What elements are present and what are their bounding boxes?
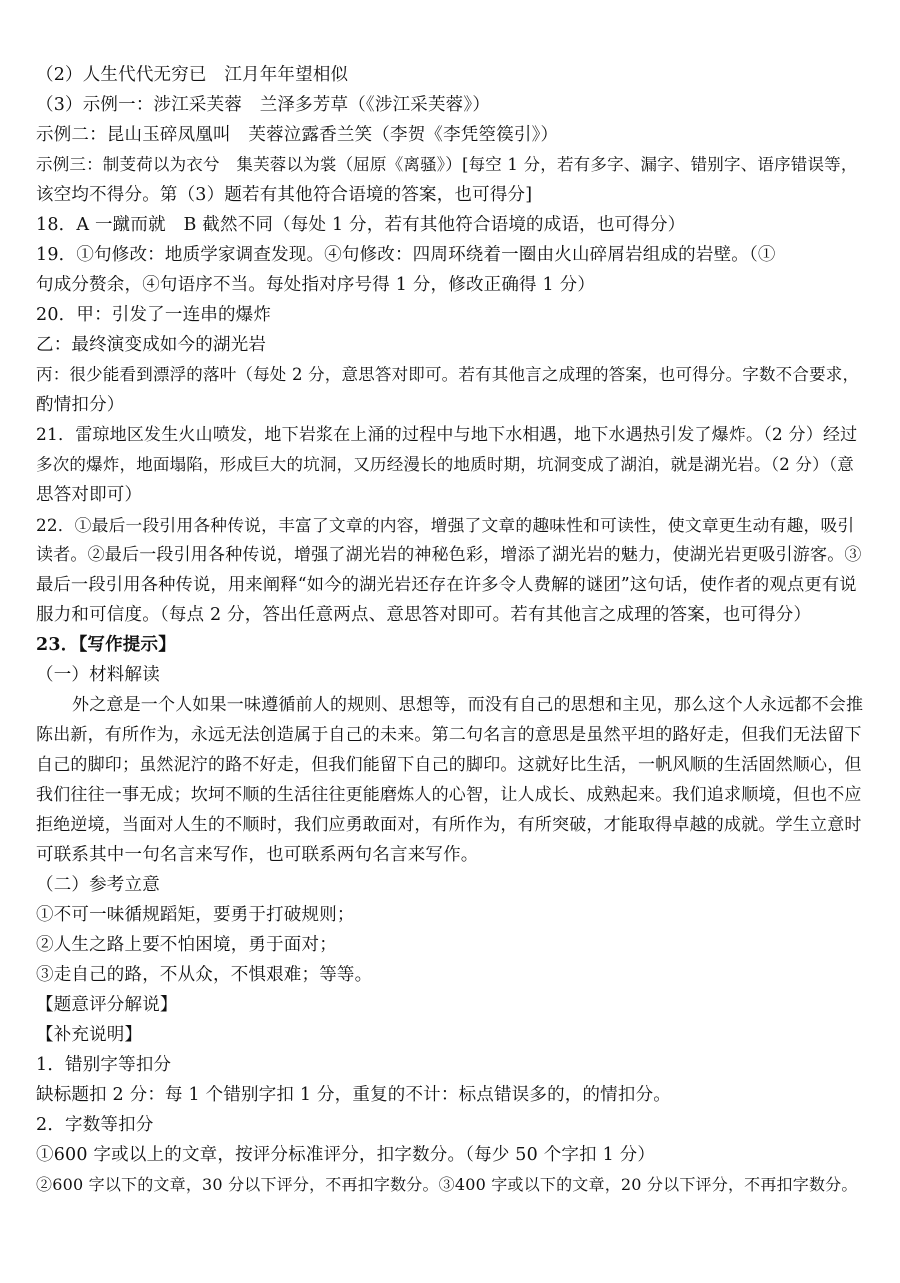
text-line: 丙：很少能看到漂浮的落叶（每处 2 分，意思答对即可。若有其他言之成理的答案，也可得分。字数不合要求， xyxy=(36,365,860,384)
section-heading: （一）材料解读 xyxy=(36,665,160,685)
text-line: 示例二：昆山玉碎凤凰叫 芙蓉泣露香兰笑（李贺《李凭箜篌引》） xyxy=(36,125,559,145)
text-line: 自己的脚印；虽然泥泞的路不好走，但我们能留下自己的脚印。这就好比生活，一帆风顺的生活固然顺心，但 xyxy=(36,755,862,775)
paragraph-start: 外之意是一个人如果一味遵循前人的规则、思想等，而没有自己的思想和主见，那么这个人永远都不会推 xyxy=(72,695,864,715)
text-line: 缺标题扣 2 分：每 1 个错别字扣 1 分，重复的不计：标点错误多的，的情扣分。 xyxy=(36,1085,671,1105)
answer-21: 21．雷琼地区发生火山喷发，地下岩浆在上涌的过程中与地下水相遇，地下水遇热引发了爆炸。（2 分）经过 xyxy=(36,425,858,445)
text-line: （2）人生代代无穷已 江月年年望相似 xyxy=(36,65,349,85)
text-line: 读者。②最后一段引用各种传说，增强了湖光岩的神秘色彩，增添了湖光岩的魅力，使湖光岩更吸引游客。③ xyxy=(36,545,862,565)
text-line: ①600 字或以上的文章，按评分标准评分，扣字数分。（每少 50 个字扣 1 分） xyxy=(36,1145,656,1165)
text-line: 多次的爆炸，地面塌陷，形成巨大的坑洞，又历经漫长的地质时期，坑洞变成了湖泊，就是湖光岩。（2 分）（意 xyxy=(36,455,854,474)
text-line: 服力和可信度。（每点 2 分，答出任意两点、意思答对即可。若有其他言之成理的答案，也可得分） xyxy=(36,605,812,625)
text-line: 该空均不得分。第（3）题若有其他符合语境的答案，也可得分] xyxy=(36,185,533,205)
text-line: 示例三：制芰荷以为衣兮 集芙蓉以为裳（屈原《离骚》）[每空 1 分，若有多字、漏字、错别字、语序错误等， xyxy=(36,155,858,174)
text-line: 乙：最终演变成如今的湖光岩 xyxy=(36,335,267,355)
list-item: ③走自己的路，不从众，不惧艰难；等等。 xyxy=(36,965,373,985)
text-line: 我们往往一事无成；坎坷不顺的生活往往更能磨炼人的心智，让人成长、成熟起来。我们追求顺境，但也不应 xyxy=(36,785,862,805)
list-item: 2．字数等扣分 xyxy=(36,1115,154,1135)
answer-19: 19．①句修改：地质学家调查发现。④句修改：四周环绕着一圈由火山碎屑岩组成的岩壁。（① xyxy=(36,245,776,265)
section-heading: （二）参考立意 xyxy=(36,875,160,895)
answer-20: 20．甲：引发了一连串的爆炸 xyxy=(36,305,272,325)
answer-18: 18．A 一蹴而就 B 截然不同（每处 1 分，若有其他符合语境的成语，也可得分） xyxy=(36,215,686,235)
text-line: 可联系其中一句名言来写作，也可联系两句名言来写作。 xyxy=(36,845,479,865)
text-line: 思答对即可） xyxy=(36,485,143,505)
text-line: 句成分赘余，④句语序不当。每处指对序号得 1 分，修改正确得 1 分） xyxy=(36,275,596,295)
answer-23-heading: 23．【写作提示】 xyxy=(36,635,176,655)
section-heading: 【补充说明】 xyxy=(36,1025,143,1045)
text-line: 最后一段引用各种传说，用来阐释“如今的湖光岩还存在许多令人费解的谜团”这句话，使作者的观点更有说 xyxy=(36,575,857,595)
text-line: （3）示例一：涉江采芙蓉 兰泽多芳草（《涉江采芙蓉》） xyxy=(36,95,491,115)
text-line: ②600 字以下的文章，30 分以下评分，不再扣字数分。③400 字或以下的文章，20 分以下评分，不再扣字数分。 xyxy=(36,1175,858,1194)
text-line: 酌情扣分） xyxy=(36,395,125,415)
list-item: ②人生之路上要不怕困境，勇于面对； xyxy=(36,935,337,955)
list-item: 1．错别字等扣分 xyxy=(36,1055,172,1075)
list-item: ①不可一味循规蹈矩，要勇于打破规则； xyxy=(36,905,355,925)
answer-22: 22．①最后一段引用各种传说，丰富了文章的内容，增强了文章的趣味性和可读性，使文章更生动有趣，吸引 xyxy=(36,515,855,535)
text-line: 陈出新，有所作为，永远无法创造属于自己的未来。第二句名言的意思是虽然平坦的路好走，但我们无法留下 xyxy=(36,725,862,745)
section-heading: 【题意评分解说】 xyxy=(36,995,178,1015)
text-line: 拒绝逆境，当面对人生的不顺时，我们应勇敢面对，有所作为，有所突破，才能取得卓越的成就。学生立意时 xyxy=(36,815,862,835)
